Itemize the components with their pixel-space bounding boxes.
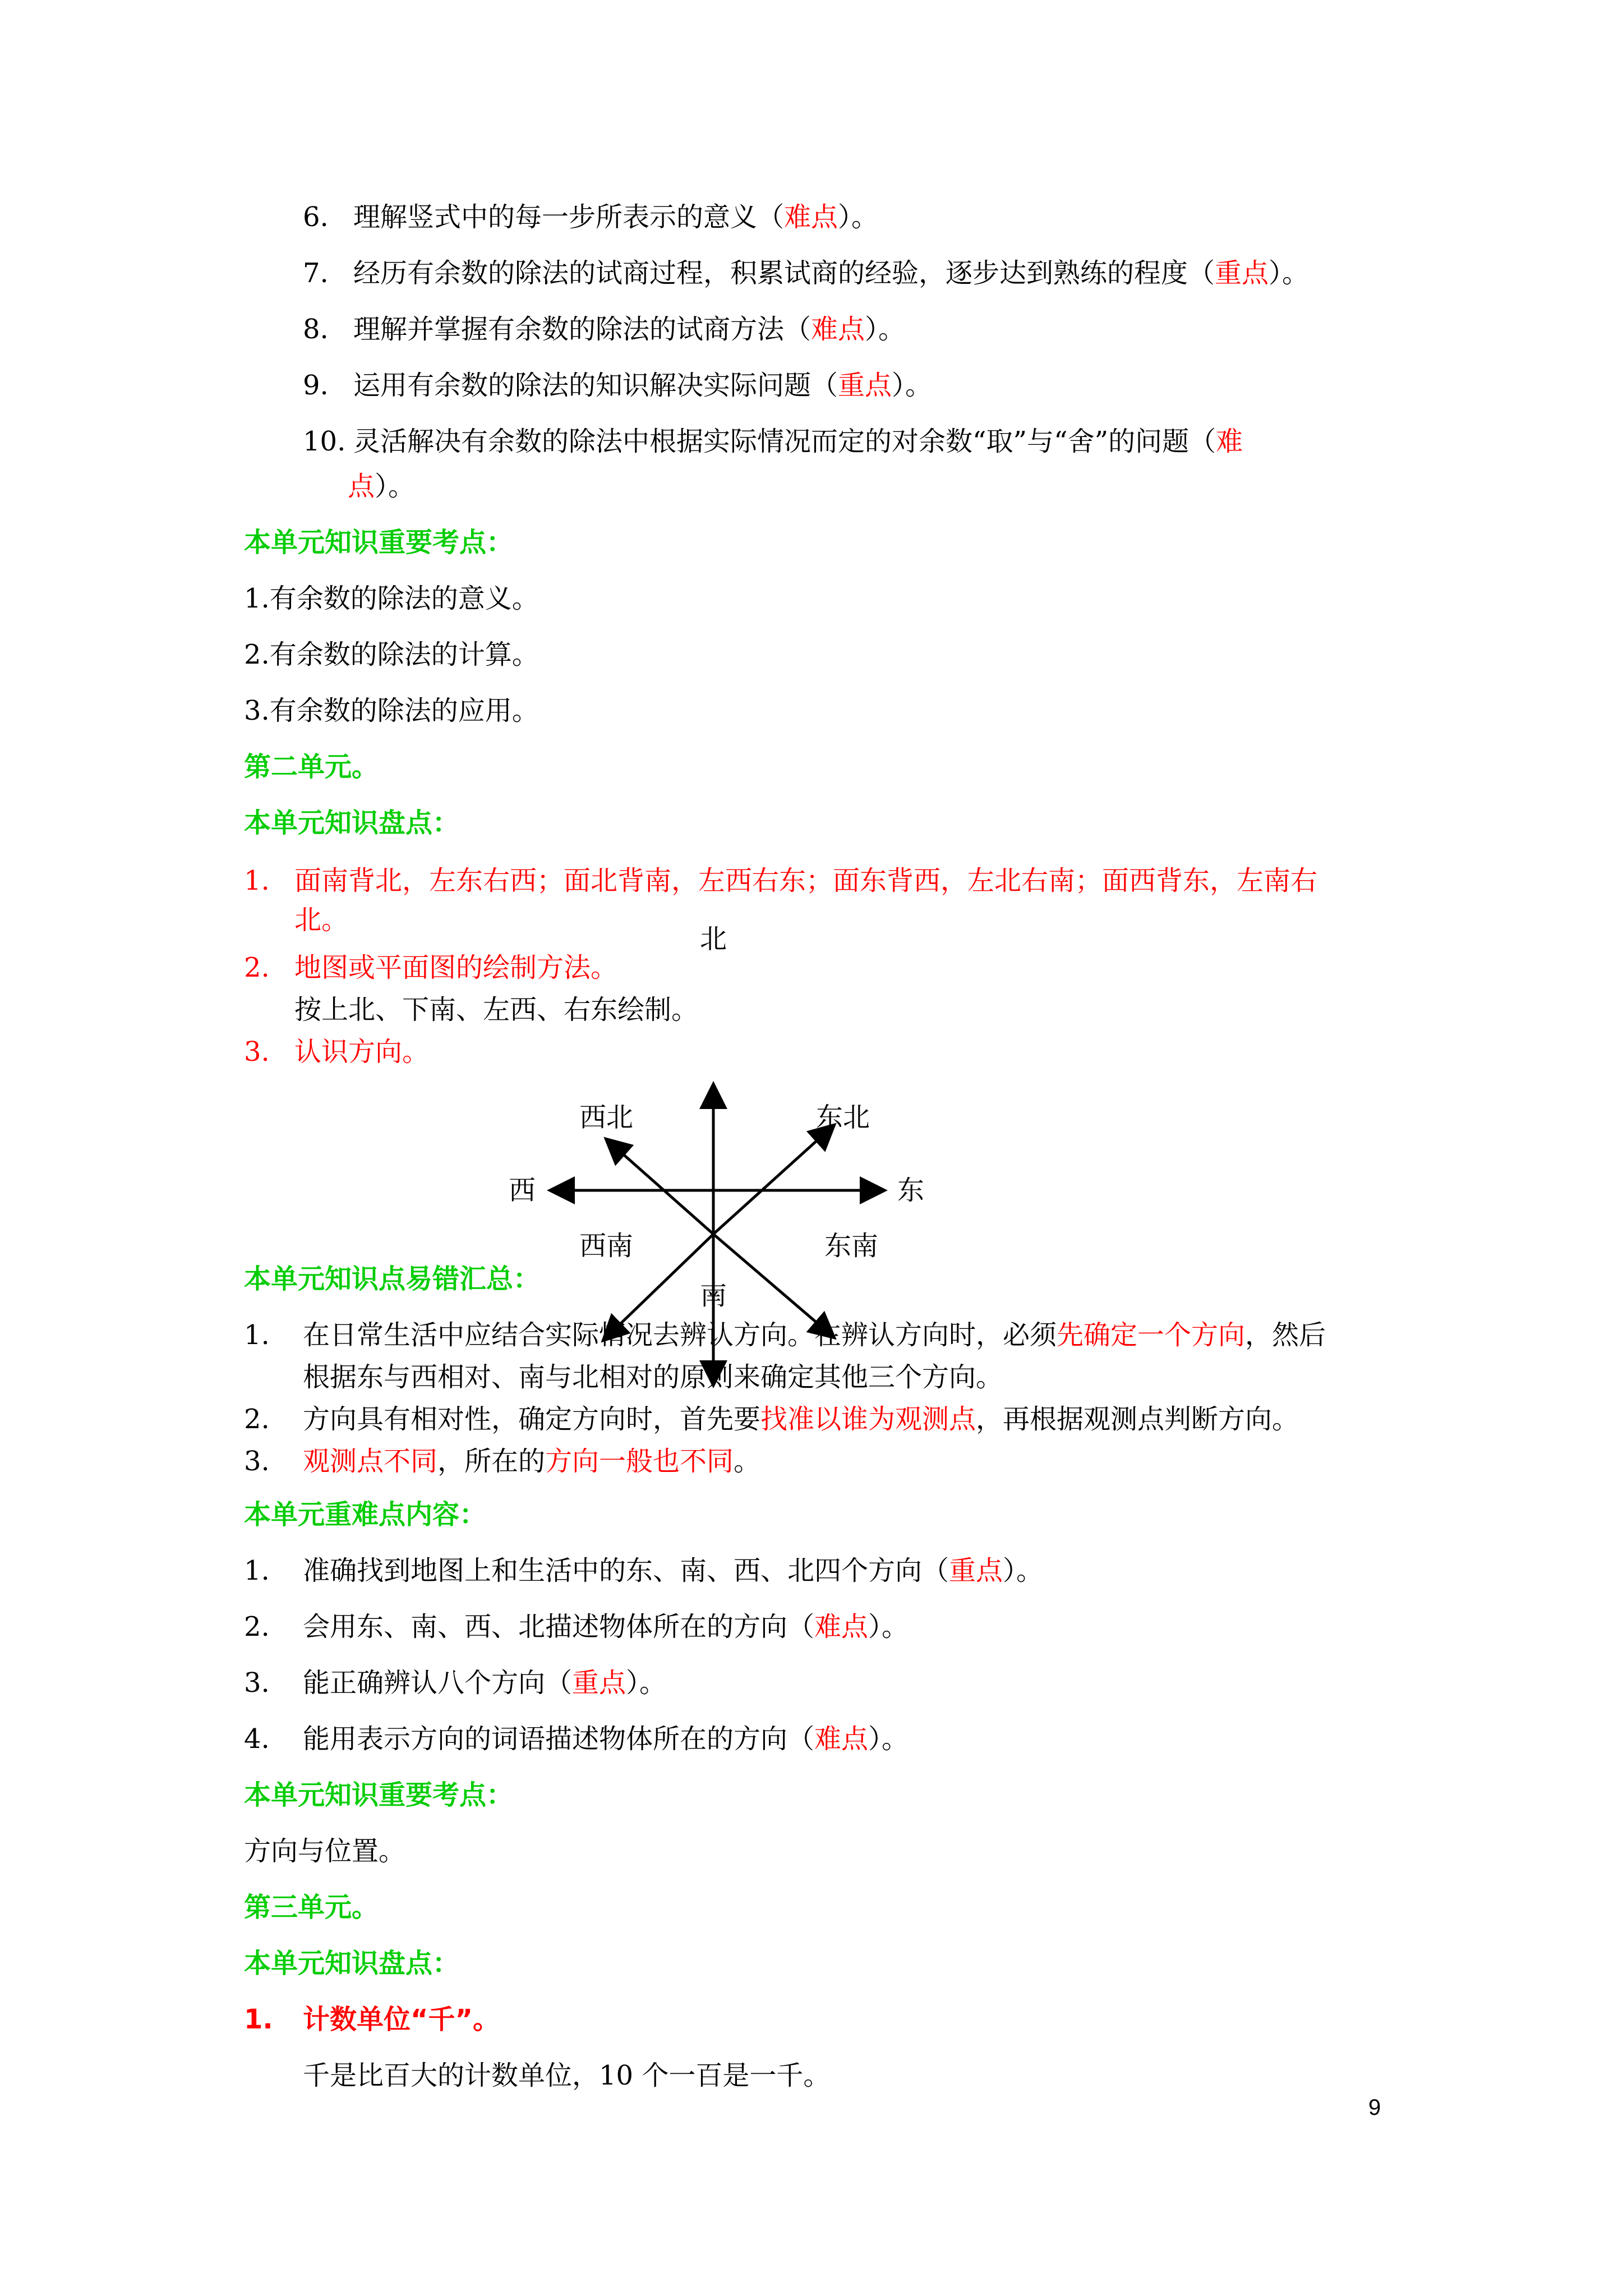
key-point: 2. 会用东、南、西、北描述物体所在的方向（难点）。 bbox=[244, 1611, 909, 1642]
section-heading: 本单元重难点内容： bbox=[244, 1499, 487, 1530]
error-item: 1. 在日常生活中应结合实际情况去辨认方向。在辨认方向时，必须先确定一个方向，然后 bbox=[244, 1319, 1326, 1351]
compass-south-label: 南 bbox=[700, 1280, 727, 1311]
compass-east-label: 东 bbox=[897, 1175, 925, 1206]
item-number: 10. bbox=[303, 426, 346, 457]
list-item: 6. 理解竖式中的每一步所表示的意义（难点）。 bbox=[303, 201, 879, 233]
key-point: 3. 能正确辨认八个方向（重点）。 bbox=[244, 1667, 667, 1699]
review-point: 3. 认识方向。 bbox=[244, 1036, 430, 1068]
compass-northwest-label: 西北 bbox=[579, 1102, 634, 1133]
northwest-arrow bbox=[606, 1139, 713, 1234]
item-number: 8. bbox=[303, 314, 329, 345]
northeast-arrow bbox=[713, 1125, 834, 1234]
review-point: 2. 地图或平面图的绘制方法。 bbox=[244, 952, 618, 983]
item-number: 7. bbox=[303, 257, 329, 289]
compass-southeast-label: 东南 bbox=[824, 1230, 879, 1262]
review-point: 1. 面南背北，左东右西；面北背南，左西右东；面东背西，左北右南；面西背东，左南右 bbox=[244, 865, 1318, 896]
key-point: 4. 能用表示方向的词语描述物体所在的方向（难点）。 bbox=[244, 1723, 909, 1755]
list-item: 10. 灵活解决有余数的除法中根据实际情况而定的对余数“取”与“舍”的问题（难 bbox=[303, 426, 1243, 457]
section-heading: 本单元知识点易错汇总： bbox=[244, 1263, 541, 1295]
exam-point: 1.有余数的除法的意义。 bbox=[244, 583, 539, 614]
compass-west-label: 西 bbox=[509, 1175, 536, 1206]
exam-point: 3.有余数的除法的应用。 bbox=[244, 695, 539, 726]
list-item: 7. 经历有余数的除法的试商过程，积累试商的经验，逐步达到熟练的程度（重点）。 bbox=[303, 257, 1310, 289]
section-heading: 本单元知识盘点： bbox=[244, 807, 460, 839]
page-number: 9 bbox=[1368, 2095, 1381, 2120]
difficulty-tag: 难点 bbox=[811, 314, 865, 345]
review-point: 1. 计数单位“千”。 bbox=[244, 2004, 500, 2035]
compass-southwest-label: 西南 bbox=[579, 1230, 634, 1262]
key-point: 1. 准确找到地图上和生活中的东、南、西、北四个方向（重点）。 bbox=[244, 1555, 1044, 1586]
unit-heading: 第二单元。 bbox=[244, 751, 379, 783]
section-heading: 本单元知识重要考点： bbox=[244, 527, 514, 558]
error-item-continuation: 根据东与西相对、南与北相对的原则来确定其他三个方向。 bbox=[303, 1361, 1003, 1393]
difficulty-tag: 难点 bbox=[784, 201, 838, 233]
item-number: 6. bbox=[303, 201, 329, 233]
key-tag: 重点 bbox=[838, 370, 892, 401]
review-point-desc: 千是比百大的计数单位，10 个一百是一千。 bbox=[303, 2060, 831, 2091]
error-item: 2. 方向具有相对性，确定方向时，首先要找准以谁为观测点，再根据观测点判断方向。 bbox=[244, 1404, 1299, 1435]
difficulty-tag: 难 bbox=[1216, 426, 1243, 457]
unit-heading: 第三单元。 bbox=[244, 1892, 379, 1923]
compass-northeast-label: 东北 bbox=[816, 1102, 870, 1133]
review-point-sub: 按上北、下南、左西、右东绘制。 bbox=[294, 994, 699, 1025]
review-point-continuation: 北。 bbox=[294, 904, 349, 936]
exam-point: 2.有余数的除法的计算。 bbox=[244, 639, 539, 670]
item-number: 9. bbox=[303, 370, 329, 401]
list-item: 8. 理解并掌握有余数的除法的试商方法（难点）。 bbox=[303, 314, 906, 345]
section-heading: 本单元知识盘点： bbox=[244, 1948, 460, 1979]
compass-north-label: 北 bbox=[700, 923, 727, 955]
exam-point: 方向与位置。 bbox=[244, 1835, 406, 1867]
section-heading: 本单元知识重要考点： bbox=[244, 1779, 514, 1811]
list-item-continuation: 点）。 bbox=[348, 471, 416, 502]
key-tag: 重点 bbox=[1215, 257, 1269, 289]
error-item: 3. 观测点不同，所在的方向一般也不同。 bbox=[244, 1446, 761, 1477]
list-item: 9. 运用有余数的除法的知识解决实际问题（重点）。 bbox=[303, 370, 933, 401]
